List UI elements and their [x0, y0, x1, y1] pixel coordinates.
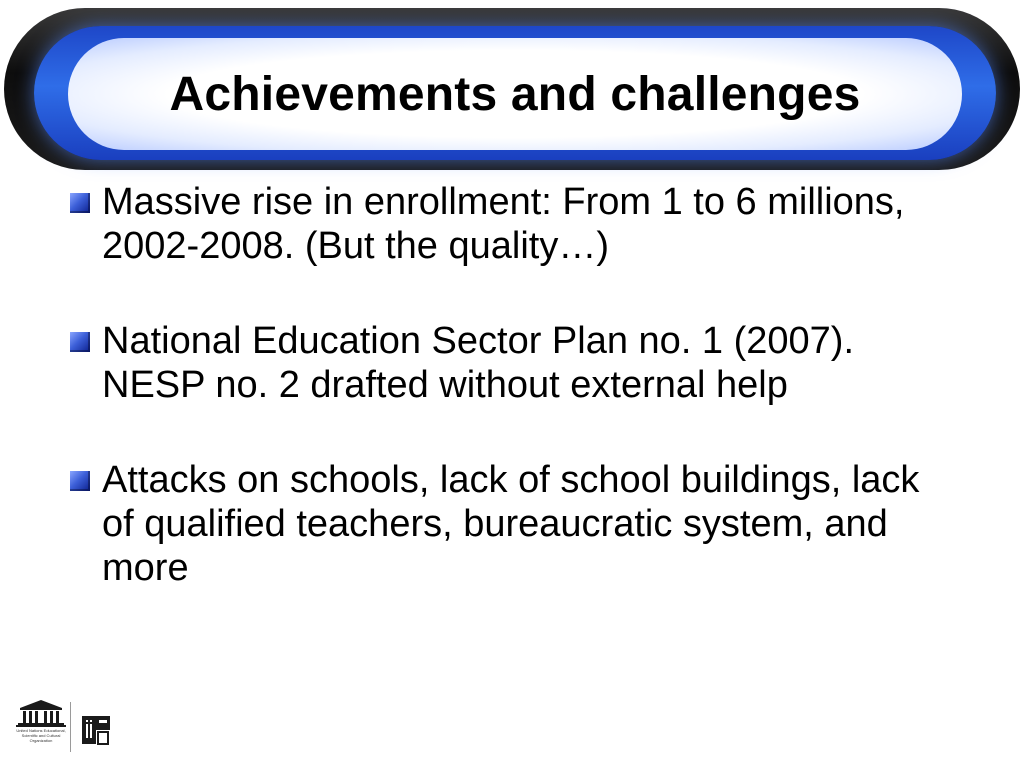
logo-divider: [70, 702, 71, 752]
bullet-list: [60, 180, 960, 641]
square-bullet-icon: [70, 193, 90, 213]
unesco-caption: United Nations Educational, Scientific and Cultural Organization: [16, 728, 66, 743]
square-bullet-icon: [70, 332, 90, 352]
unesco-temple-icon: [12, 698, 70, 754]
title-bar: [4, 8, 1020, 170]
slide-title: Achievements and challenges: [169, 67, 861, 121]
footer-logos: [12, 698, 112, 760]
bullet-text: Massive rise in enrollment: From 1 to 6 millions, 2002-2008. (But the quality…): [102, 181, 905, 267]
bullet-text: Attacks on schools, lack of school buildings, lack of qualified teachers, bureaucratic system, and more: [102, 459, 920, 589]
iiep-logo-icon: [78, 712, 114, 748]
bullet-item: [60, 319, 960, 407]
square-bullet-icon: [70, 471, 90, 491]
bullet-text: National Education Sector Plan no. 1 (2007). NESP no. 2 drafted without external help: [102, 320, 855, 406]
bullet-item: [60, 458, 960, 590]
bullet-item: [60, 180, 960, 268]
